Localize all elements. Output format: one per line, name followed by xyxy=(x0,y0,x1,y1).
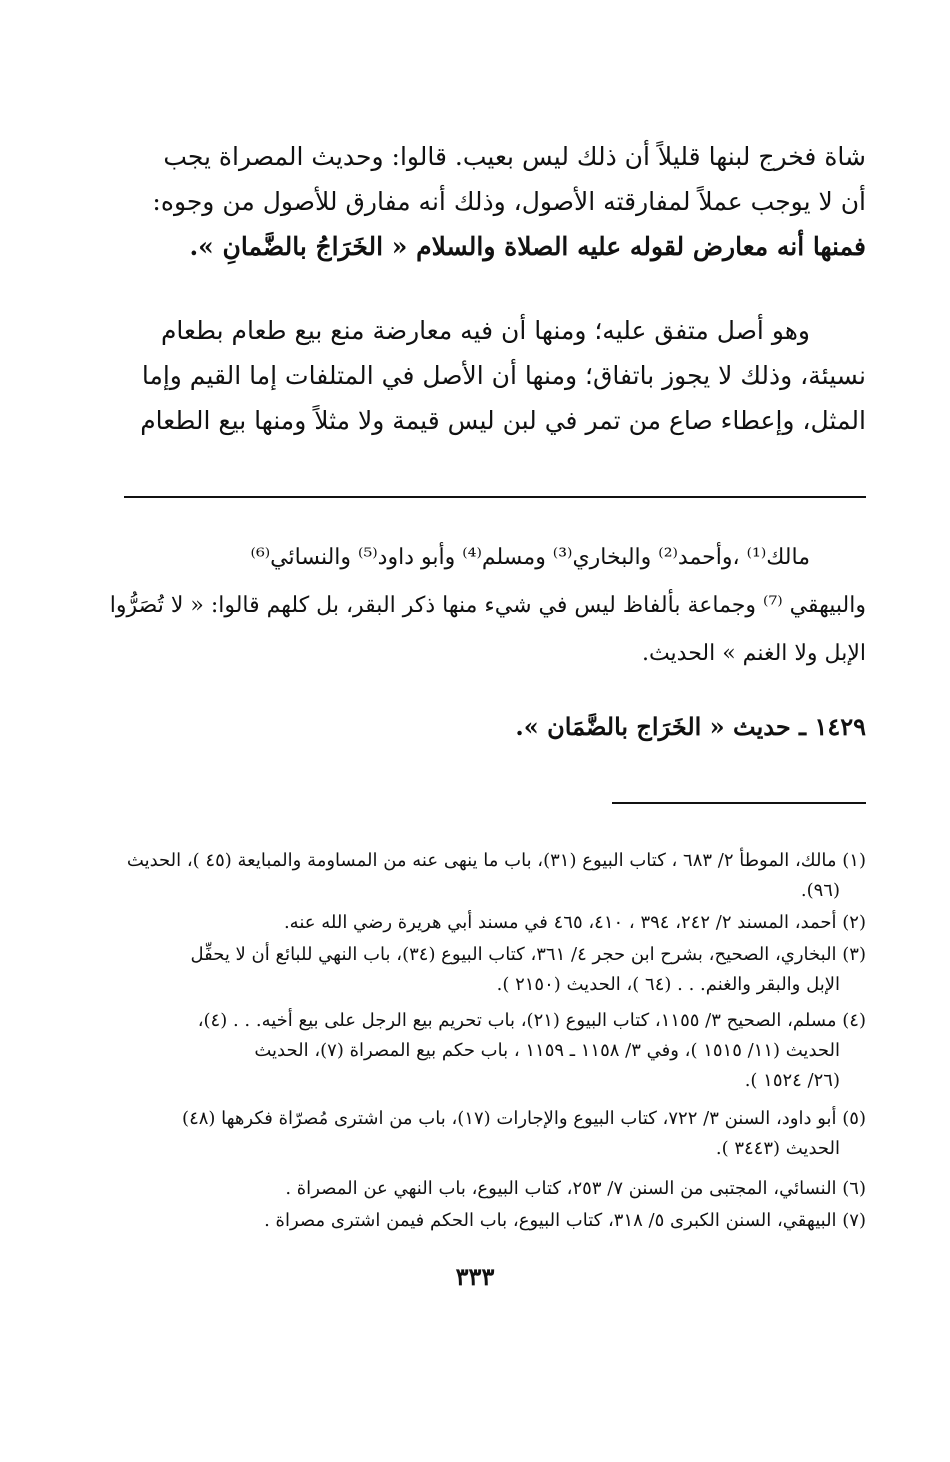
text-line: الإبل ولا الغنم » الحديث. xyxy=(641,641,866,666)
text-line: نسيئة، وذلك لا يجوز باتفاق؛ ومنها أن الأصل في المتلفات إما القيم وإما xyxy=(141,361,866,390)
footnote-line: (٣) البخاري، الصحيح، بشرح ابن حجر ٤/ ٣٦١، كتاب البيوع (٣٤)، باب النهي للبائع أن لا يحفِّل xyxy=(190,944,866,965)
text-line: المثل، وإعطاء صاع من تمر في لبن ليس قيمة ولا مثلاً ومنها بيع الطعام xyxy=(140,406,866,435)
footnote-1 xyxy=(126,846,866,906)
section-divider xyxy=(124,496,866,498)
text-line: وهو أصل متفق عليه؛ ومنها أن فيه معارضة منع بيع طعام بطعام xyxy=(160,316,810,345)
text-line: مالك⁽¹⁾ ،وأحمد⁽²⁾ والبخاري⁽³⁾ ومسلم⁽⁴⁾ وأبو داود⁽⁵⁾ والنسائي⁽⁶⁾ xyxy=(250,545,810,570)
footnote-line: الحديث (١١/ ١٥١٥ )، وفي ٣/ ١١٥٨ ـ ١١٥٩ ، باب حكم بيع المصراة (٧)، الحديث xyxy=(254,1040,840,1061)
hadith-heading: ١٤٢٩ ـ حديث « الخَرَاج بالضَّمَان ». xyxy=(515,712,866,741)
footnote-line: (٥) أبو داود، السنن ٣/ ٧٢٢، كتاب البيوع والإجارات (١٧)، باب من اشترى مُصرّاة فكرهها (٤٨) xyxy=(182,1108,866,1129)
text-line: والبيهقي ⁽⁷⁾ وجماعة بألفاظ ليس في شيء منها ذكر البقر، بل كلهم قالوا: « لا تُصَرُّوا xyxy=(109,593,866,618)
text-line: فمنها أنه معارض لقوله عليه الصلاة والسلام « الخَرَاجُ بالضَّمانِ ». xyxy=(189,232,866,261)
footnote-6 xyxy=(140,1174,866,1204)
text-line: شاة فخرج لبنها قليلاً أن ذلك ليس بعيب. قالوا: وحديث المصراة يجب xyxy=(163,142,866,171)
footnote-line: الحديث (٣٤٤٣ ). xyxy=(715,1138,840,1159)
main-paragraph-1 xyxy=(138,134,866,269)
footnote-line: (٧) البيهقي، السنن الكبرى ٥/ ٣١٨، كتاب البيوع، باب الحكم فيمن اشترى مصراة . xyxy=(264,1210,866,1231)
footnote-line: (٤) مسلم، الصحيح ٣/ ١١٥٥، كتاب البيوع (٢١)، باب تحريم بيع الرجل على بيع أخيه. . . (٤)، xyxy=(197,1010,866,1031)
text-line: أن لا يوجب عملاً لمفارقته الأصول، وذلك أنه مفارق للأصول من وجوه: xyxy=(152,187,866,216)
footnote-divider xyxy=(612,802,866,804)
footnote-3 xyxy=(140,940,866,1000)
commentary-paragraph xyxy=(109,534,866,678)
footnote-line: (٢٦/ ١٥٢٤ ). xyxy=(744,1070,840,1091)
main-paragraph-2 xyxy=(138,308,866,443)
footnote-5 xyxy=(140,1104,866,1164)
footnote-4 xyxy=(140,1006,866,1096)
footnote-2 xyxy=(140,908,866,938)
footnote-line: (٩٦). xyxy=(800,880,840,901)
footnote-7 xyxy=(140,1206,866,1236)
page-number: ٣٣٣ xyxy=(455,1262,495,1291)
footnote-line: (٢) أحمد، المسند ٢/ ٢٤٢، ٣٩٤ ، ٤١٠، ٤٦٥ في مسند أبي هريرة رضي الله عنه. xyxy=(283,912,866,933)
footnote-line: الإبل والبقر والغنم. . . (٦٤ )، الحديث (٢١٥٠ ). xyxy=(496,974,840,995)
footnote-line: (١) مالك، الموطأ ٢/ ٦٨٣ ، كتاب البيوع (٣١)، باب ما ينهى عنه من المساومة والمبايعة (٤٥ )، الحديث xyxy=(126,850,866,871)
footnote-line: (٦) النسائي، المجتبى من السنن ٧/ ٢٥٣، كتاب البيوع، باب النهي عن المصراة . xyxy=(285,1178,866,1199)
